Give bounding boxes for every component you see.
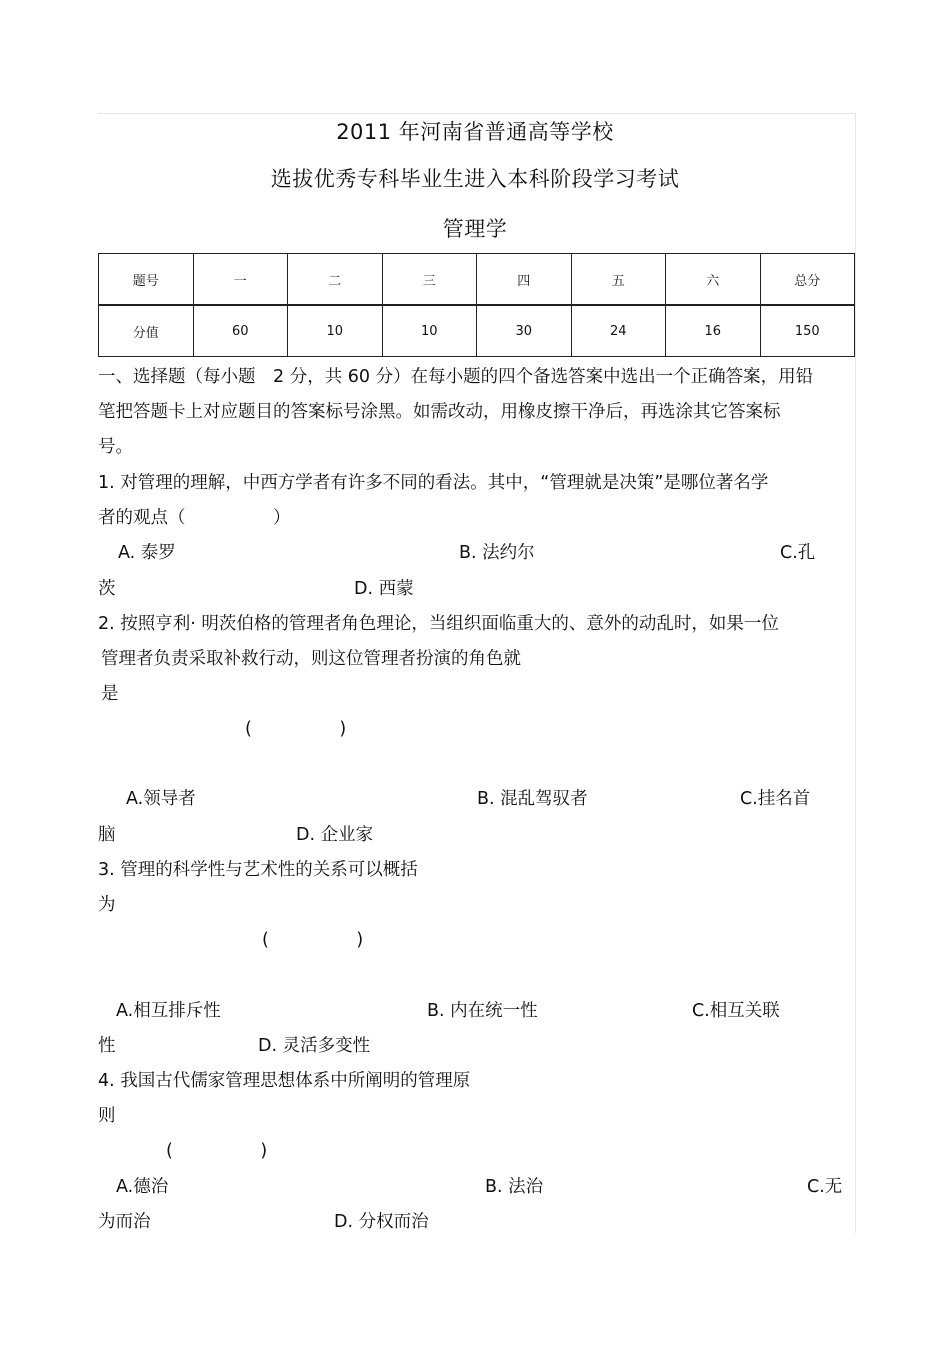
- question-1-option-d: D. 西蒙: [354, 579, 414, 599]
- table-cell: 60: [193, 305, 288, 357]
- question-3-answer-blank: ( ): [262, 930, 364, 950]
- section-instructions-line2: 笔把答题卡上对应题目的答案标号涂黑。如需改动，用橡皮擦干净后，再选涂其它答案标: [98, 402, 781, 422]
- table-cell: 六: [666, 254, 761, 306]
- question-3-option-c-continued: 性: [98, 1036, 116, 1056]
- question-4-answer-blank: ( ): [166, 1141, 268, 1161]
- page-frame-top: [98, 113, 855, 114]
- question-2-option-b: B. 混乱驾驭者: [477, 789, 588, 809]
- question-1-stem-line1: 1. 对管理的理解，中西方学者有许多不同的看法。其中，“管理就是决策”是哪位著名学: [98, 473, 769, 493]
- question-3-option-c: C.相互关联: [692, 1001, 780, 1021]
- question-3-stem-line1: 3. 管理的科学性与艺术性的关系可以概括: [98, 860, 418, 880]
- table-cell: 三: [382, 254, 477, 306]
- question-2-answer-blank: ( ): [245, 719, 347, 739]
- table-cell: 一: [193, 254, 288, 306]
- question-2-option-c-continued: 脑: [98, 825, 116, 845]
- question-1-option-c-continued: 茨: [98, 579, 116, 599]
- question-4-option-a: A.德治: [116, 1177, 169, 1197]
- question-2-option-c: C.挂名首: [740, 789, 811, 809]
- table-cell: 分值: [99, 305, 194, 357]
- question-3-stem-line2: 为: [98, 895, 116, 915]
- question-4-stem-line2: 则: [98, 1106, 116, 1126]
- section-instructions-line3: 号。: [98, 437, 133, 457]
- question-2-option-d: D. 企业家: [296, 825, 374, 845]
- question-4-option-d: D. 分权而治: [334, 1212, 429, 1232]
- table-cell: 10: [288, 305, 383, 357]
- table-cell: 24: [571, 305, 666, 357]
- table-cell: 题号: [99, 254, 194, 306]
- question-2-stem-line3: 是: [101, 684, 119, 704]
- question-1-option-a: A. 泰罗: [118, 543, 176, 563]
- question-3-option-b: B. 内在统一性: [427, 1001, 538, 1021]
- question-4-option-c-continued: 为而治: [98, 1212, 151, 1232]
- table-cell: 二: [288, 254, 383, 306]
- table-cell: 30: [477, 305, 572, 357]
- question-1-stem-line2: 者的观点（ ）: [98, 508, 291, 528]
- exam-title-line2: 选拔优秀专科毕业生进入本科阶段学习考试: [270, 167, 680, 191]
- question-2-stem-line2: 管理者负责采取补救行动，则这位管理者扮演的角色就: [101, 649, 521, 669]
- question-4-stem-line1: 4. 我国古代儒家管理思想体系中所阐明的管理原: [98, 1071, 471, 1091]
- score-table-header-row: [99, 254, 855, 306]
- table-cell: 150: [760, 305, 855, 357]
- score-table-value-row: [99, 305, 855, 357]
- question-1-option-c: C.孔: [780, 543, 816, 563]
- question-3-option-d: D. 灵活多变性: [258, 1036, 371, 1056]
- question-2-stem-line1: 2. 按照亨利· 明茨伯格的管理者角色理论，当组织面临重大的、意外的动乱时，如果一位: [98, 614, 779, 634]
- question-1-option-b: B. 法约尔: [459, 543, 535, 563]
- section-instructions-line1: 一、选择题（每小题 2 分，共 60 分）在每小题的四个备选答案中选出一个正确答案，用铅: [98, 367, 814, 387]
- question-3-option-a: A.相互排斥性: [116, 1001, 221, 1021]
- table-cell: 总分: [760, 254, 855, 306]
- table-cell: 16: [666, 305, 761, 357]
- table-cell: 四: [477, 254, 572, 306]
- question-2-option-a: A.领导者: [126, 789, 196, 809]
- score-table: [98, 253, 855, 357]
- question-4-option-c: C.无: [807, 1177, 843, 1197]
- question-4-option-b: B. 法治: [485, 1177, 544, 1197]
- table-cell: 10: [382, 305, 477, 357]
- table-cell: 五: [571, 254, 666, 306]
- page-frame-right: [855, 113, 856, 1233]
- exam-title-line1: 2011 年河南省普通高等学校: [336, 120, 614, 144]
- exam-subject-title: 管理学: [442, 217, 508, 241]
